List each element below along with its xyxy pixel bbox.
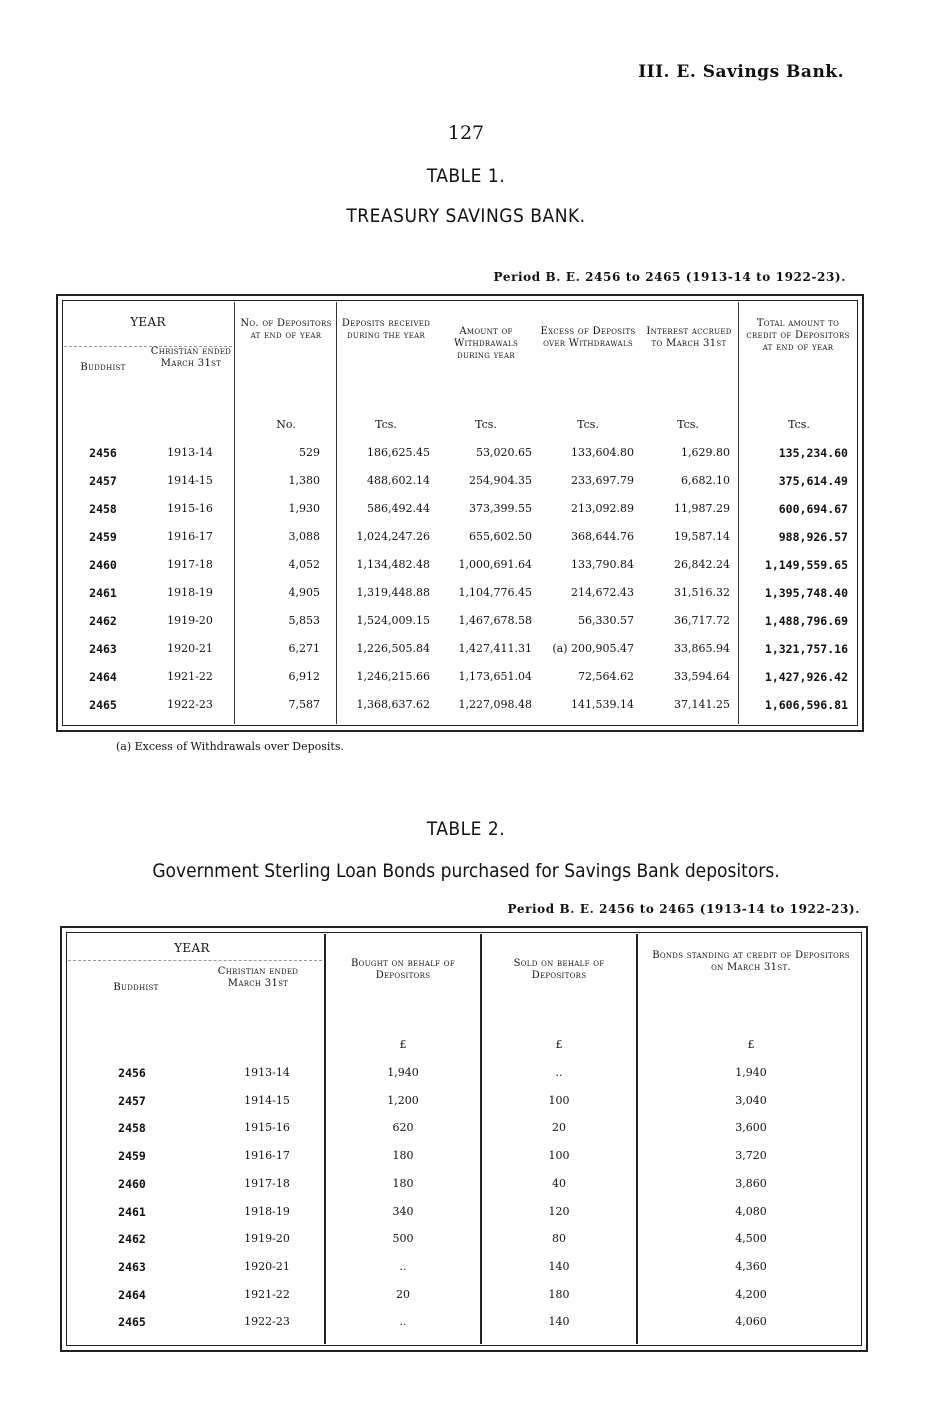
row-withdrawals: 1,000,691.64 (458, 558, 532, 571)
row-interest: 6,682.10 (681, 474, 730, 487)
row-buddhist-year: 2459 (118, 1149, 146, 1164)
row-christian-year: 1921-22 (167, 670, 213, 683)
row-depositors: 1,930 (288, 502, 320, 515)
row-deposits: 1,246,215.66 (356, 670, 430, 683)
table1-unit: Tcs. (788, 418, 810, 431)
row-bought: 20 (396, 1287, 410, 1301)
table1-unit: Tcs. (375, 418, 397, 431)
row-sold: 180 (548, 1287, 570, 1301)
table1-header-year: YEAR (130, 315, 166, 329)
row-depositors: 4,052 (288, 558, 320, 571)
row-withdrawals: 1,467,678.58 (458, 614, 532, 627)
row-buddhist-year: 2464 (89, 670, 117, 684)
row-depositors: 4,905 (288, 586, 320, 599)
table1-unit: Tcs. (677, 418, 699, 431)
table1 (56, 294, 864, 732)
row-christian-year: 1915-16 (167, 502, 213, 515)
row-withdrawals: 1,427,411.31 (458, 642, 532, 655)
row-christian-year: 1917-18 (244, 1176, 290, 1190)
row-interest: 36,717.72 (674, 614, 730, 627)
row-standing: 1,940 (735, 1066, 767, 1079)
row-interest: 31,516.32 (674, 586, 730, 599)
row-buddhist-year: 2457 (89, 474, 117, 488)
row-sold: 40 (552, 1176, 566, 1190)
row-christian-year: 1916-17 (167, 530, 213, 543)
row-buddhist-year: 2460 (118, 1176, 146, 1191)
table2-title: Government Sterling Loan Bonds purchased for Savings Bank depositors. (152, 860, 780, 882)
table2-header-bought: Bought on behalf of Depositors (351, 958, 455, 981)
table2-header-buddhist: Buddhist (113, 982, 159, 993)
row-sold: 140 (548, 1259, 570, 1273)
row-bought: 180 (392, 1149, 414, 1163)
row-sold: 100 (548, 1149, 570, 1163)
row-bought: 340 (392, 1204, 414, 1218)
row-depositors: 1,380 (288, 474, 320, 487)
table2-header-standing: Bonds standing at credit of Depositors on March 31st. (652, 950, 850, 973)
row-christian-year: 1914-15 (167, 474, 213, 487)
row-interest: 37,141.25 (674, 698, 730, 711)
row-buddhist-year: 2461 (89, 586, 117, 600)
table2-column-rule (636, 934, 638, 1344)
row-christian-year: 1914-15 (244, 1093, 290, 1107)
row-deposits: 586,492.44 (367, 502, 430, 515)
row-withdrawals: 53,020.65 (476, 446, 532, 459)
table1-header-christian: Christian ended March 31st (150, 346, 232, 369)
row-depositors: 7,587 (288, 698, 320, 711)
table1-header-buddhist: Buddhist (80, 362, 126, 373)
row-withdrawals: 254,904.35 (469, 474, 532, 487)
row-total: 988,926.57 (778, 530, 848, 544)
table2-header-sold: Sold on behalf of Depositors (513, 958, 605, 981)
row-sold: 100 (548, 1093, 570, 1107)
table2-label: TABLE 2. (426, 818, 506, 840)
row-excess: 133,604.80 (571, 446, 634, 459)
row-standing: 4,200 (735, 1287, 767, 1301)
row-christian-year: 1922-23 (167, 698, 213, 711)
row-buddhist-year: 2458 (89, 502, 117, 516)
row-interest: 19,587.14 (674, 530, 730, 543)
table1-header-withdrawals: Amount of Withdrawals during year (453, 326, 519, 361)
row-total: 1,427,926.42 (764, 670, 848, 684)
row-total: 1,149,559.65 (764, 558, 848, 572)
row-standing: 3,600 (735, 1121, 767, 1135)
row-withdrawals: 373,399.55 (469, 502, 532, 515)
section-heading: III. E. Savings Bank. (638, 62, 844, 82)
row-buddhist-year: 2456 (89, 446, 117, 460)
row-excess: 56,330.57 (578, 614, 634, 627)
row-interest: 33,865.94 (674, 642, 730, 655)
table1-header-deposits: Deposits received during the year (341, 318, 431, 341)
row-excess: 233,697.79 (571, 474, 634, 487)
table2-header-divider (68, 960, 322, 961)
row-interest: 26,842.24 (674, 558, 730, 571)
row-christian-year: 1920-21 (167, 642, 213, 655)
row-sold: 140 (548, 1315, 570, 1329)
table1-header-excess: Excess of Deposits over Withdrawals (540, 326, 636, 349)
row-interest: 33,594.64 (674, 670, 730, 683)
row-christian-year: 1920-21 (244, 1259, 290, 1273)
row-deposits: 488,602.14 (367, 474, 430, 487)
row-christian-year: 1919-20 (244, 1232, 290, 1246)
row-buddhist-year: 2462 (118, 1232, 146, 1247)
table1-unit: Tcs. (577, 418, 599, 431)
row-deposits: 1,024,247.26 (356, 530, 430, 543)
row-christian-year: 1921-22 (244, 1287, 290, 1301)
table2-column-rule (324, 934, 326, 1344)
row-christian-year: 1919-20 (167, 614, 213, 627)
row-buddhist-year: 2456 (118, 1066, 146, 1080)
table2-unit: £ (747, 1038, 755, 1051)
row-buddhist-year: 2463 (118, 1259, 146, 1274)
table1-label: TABLE 1. (426, 165, 506, 187)
row-christian-year: 1918-19 (167, 586, 213, 599)
row-total: 1,321,757.16 (764, 642, 848, 656)
row-standing: 4,080 (735, 1204, 767, 1218)
row-bought: .. (399, 1259, 407, 1273)
table2 (60, 926, 868, 1352)
row-bought: 180 (392, 1176, 414, 1190)
row-depositors: 3,088 (288, 530, 320, 543)
table2-header-christian: Christian ended March 31st (217, 966, 299, 989)
row-buddhist-year: 2459 (89, 530, 117, 544)
row-excess: 72,564.62 (578, 670, 634, 683)
table1-title: TREASURY SAVINGS BANK. (346, 205, 586, 227)
row-excess: 213,092.89 (571, 502, 634, 515)
row-sold: 20 (552, 1121, 566, 1135)
row-interest: 1,629.80 (681, 446, 730, 459)
table2-column-rule (480, 934, 482, 1344)
row-standing: 4,060 (735, 1315, 767, 1329)
table2-header-year: YEAR (174, 941, 210, 955)
row-sold: 80 (552, 1232, 566, 1246)
row-depositors: 5,853 (288, 614, 320, 627)
row-bought: 620 (392, 1121, 414, 1135)
table1-unit: No. (276, 418, 296, 431)
row-christian-year: 1918-19 (244, 1204, 290, 1218)
row-christian-year: 1915-16 (244, 1121, 290, 1135)
row-bought: .. (399, 1315, 407, 1329)
row-sold: 120 (548, 1204, 570, 1218)
row-total: 1,488,796.69 (764, 614, 848, 628)
row-buddhist-year: 2465 (118, 1315, 146, 1330)
table1-header-total: Total amount to credit of Depositors at end of year (746, 318, 850, 353)
table2-unit: £ (555, 1038, 563, 1051)
row-withdrawals: 1,173,651.04 (458, 670, 532, 683)
table2-period: Period B. E. 2456 to 2465 (1913-14 to 1922-23). (507, 902, 860, 916)
row-deposits: 1,368,637.62 (356, 698, 430, 711)
row-christian-year: 1917-18 (167, 558, 213, 571)
row-excess: 133,790.84 (571, 558, 634, 571)
row-withdrawals: 1,227,098.48 (458, 698, 532, 711)
row-standing: 3,040 (735, 1093, 767, 1107)
row-buddhist-year: 2464 (118, 1287, 146, 1302)
row-total: 375,614.49 (778, 474, 848, 488)
row-total: 135,234.60 (778, 446, 848, 460)
row-excess: 141,539.14 (571, 698, 634, 711)
row-deposits: 1,319,448.88 (356, 586, 430, 599)
row-buddhist-year: 2458 (118, 1121, 146, 1136)
row-deposits: 186,625.45 (367, 446, 430, 459)
row-christian-year: 1922-23 (244, 1315, 290, 1329)
row-standing: 3,860 (735, 1176, 767, 1190)
row-sold: .. (555, 1066, 563, 1079)
row-withdrawals: 655,602.50 (469, 530, 532, 543)
row-total: 1,395,748.40 (764, 586, 848, 600)
table1-column-rule (336, 302, 337, 724)
row-christian-year: 1916-17 (244, 1149, 290, 1163)
row-christian-year: 1913-14 (167, 446, 213, 459)
table1-unit: Tcs. (475, 418, 497, 431)
row-bought: 1,200 (387, 1093, 419, 1107)
row-buddhist-year: 2457 (118, 1093, 146, 1108)
row-bought: 500 (392, 1232, 414, 1246)
row-total: 600,694.67 (778, 502, 848, 516)
row-buddhist-year: 2462 (89, 614, 117, 628)
row-bought: 1,940 (387, 1066, 419, 1079)
row-buddhist-year: 2463 (89, 642, 117, 656)
page-number: 127 (447, 122, 485, 144)
row-withdrawals: 1,104,776.45 (458, 586, 532, 599)
row-depositors: 6,912 (288, 670, 320, 683)
row-interest: 11,987.29 (674, 502, 730, 515)
row-buddhist-year: 2460 (89, 558, 117, 572)
row-deposits: 1,134,482.48 (356, 558, 430, 571)
row-deposits: 1,226,505.84 (356, 642, 430, 655)
row-depositors: 6,271 (288, 642, 320, 655)
row-excess: (a) 200,905.47 (552, 642, 634, 655)
row-standing: 3,720 (735, 1149, 767, 1163)
table2-inner-border (66, 932, 862, 1346)
table1-column-rule (738, 302, 739, 724)
row-excess: 368,644.76 (571, 530, 634, 543)
table1-footnote: (a) Excess of Withdrawals over Deposits. (116, 740, 344, 753)
row-standing: 4,360 (735, 1259, 767, 1273)
row-depositors: 529 (299, 446, 320, 459)
row-excess: 214,672.43 (571, 586, 634, 599)
row-deposits: 1,524,009.15 (356, 614, 430, 627)
row-christian-year: 1913-14 (244, 1066, 290, 1079)
row-total: 1,606,596.81 (764, 698, 848, 712)
row-buddhist-year: 2465 (89, 698, 117, 712)
row-buddhist-year: 2461 (118, 1204, 146, 1219)
table2-unit: £ (399, 1038, 407, 1051)
table1-header-interest: Interest accrued to March 31st (646, 326, 732, 349)
row-standing: 4,500 (735, 1232, 767, 1246)
table1-period: Period B. E. 2456 to 2465 (1913-14 to 1922-23). (493, 270, 846, 284)
table1-header-depositors: No. of Depositors at end of year (240, 318, 332, 341)
